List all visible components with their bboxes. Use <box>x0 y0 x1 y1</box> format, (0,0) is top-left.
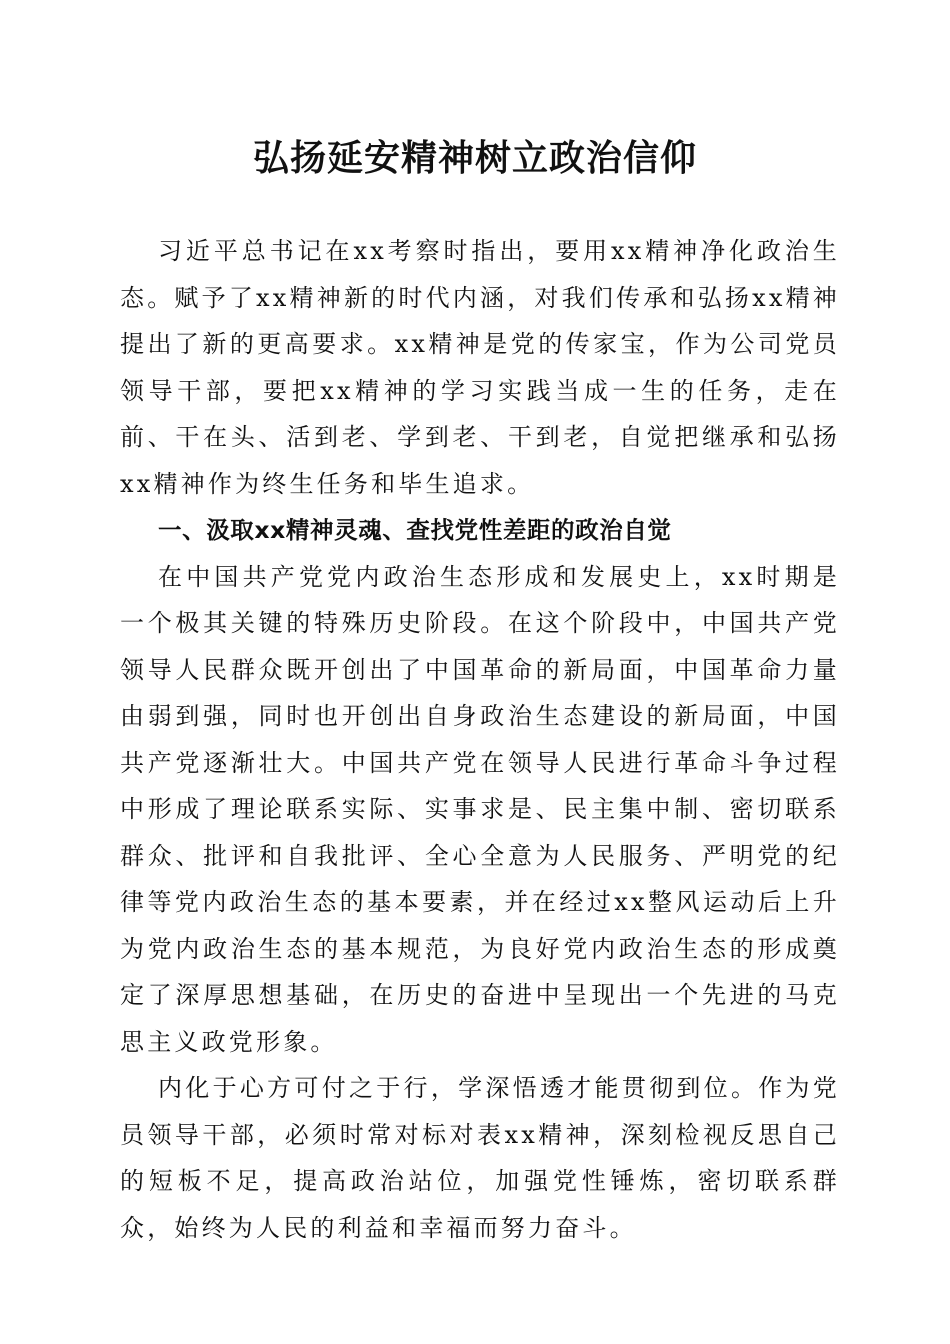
section-heading: 一、汲取xx精神灵魂、查找党性差距的政治自觉 <box>158 516 672 544</box>
history-paragraph: 在中国共产党党内政治生态形成和发展史上，xx时期是一个极其关键的特殊历史阶段。在这个阶段中，中国共产党领导人民群众既开创出了中国革命的新局面，中国革命力量由弱到强，同时也开创出自身政治生态建设的新局面，中国共产党逐渐壮大。中国共产党在领导人民进行革命斗争过程中形成了理论联系实际、实事求是、民主集中制、密切联系群众、批评和自我批评、全心全意为人民服务、严明党的纪律等党内政治生态的基本要素，并在经过xx整风运动后上升为党内政治生态的基本规范，为良好党内政治生态的形成奠定了深厚思想基础，在历史的奋进中呈现出一个先进的马克思主义政党形象。 <box>120 562 840 1056</box>
document-title: 弘扬延安精神树立政治信仰 <box>252 137 697 179</box>
intro-paragraph: 习近平总书记在xx考察时指出，要用xx精神净化政治生态。赋予了xx精神新的时代内涵，对我们传承和弘扬xx精神提出了新的更高要求。xx精神是党的传家宝，作为公司党员领导干部，要把xx精神的学习实践当成一生的任务，走在前、干在头、活到老、学到老、干到老，自觉把继承和弘扬xx精神作为终生任务和毕生追求。 <box>120 237 840 498</box>
conclusion-paragraph: 内化于心方可付之于行，学深悟透才能贯彻到位。作为党员领导干部，必须时常对标对表xx精神，深刻检视反思自己的短板不足，提高政治站位，加强党性锤炼，密切联系群众，始终为人民的利益和幸福而努力奋斗。 <box>120 1074 840 1242</box>
document-body <box>120 228 840 1251</box>
